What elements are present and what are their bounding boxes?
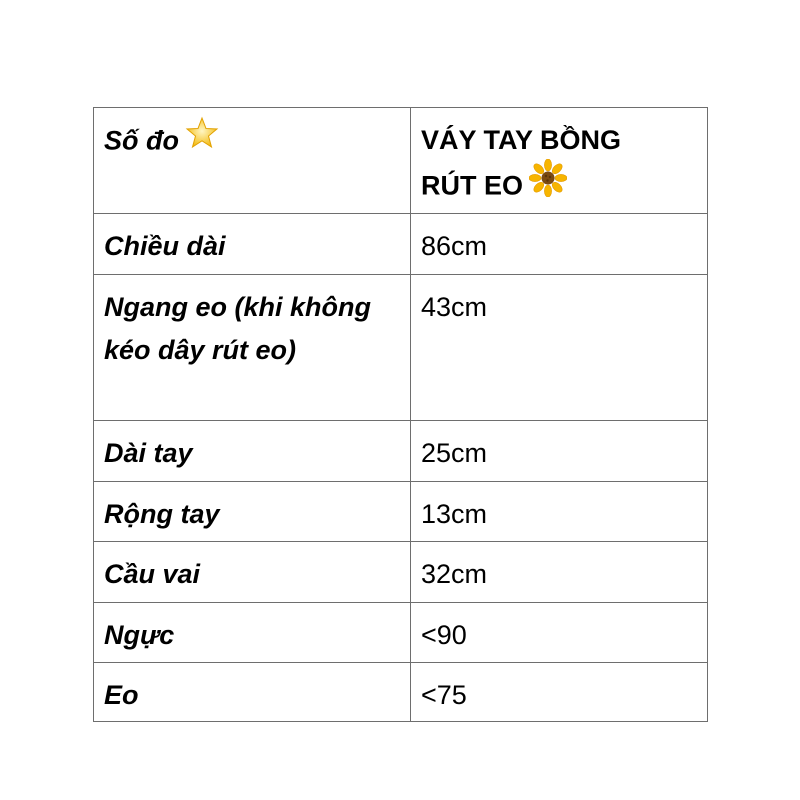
row-value: 25cm xyxy=(411,421,708,482)
header-product-line1: VÁY TAY BỒNG xyxy=(421,125,622,155)
row-value: 32cm xyxy=(411,542,708,603)
table-row xyxy=(94,603,708,663)
row-value: <75 xyxy=(411,663,708,722)
table-row xyxy=(94,663,708,722)
star-emoji-icon xyxy=(185,116,219,163)
row-label: Dài tay xyxy=(94,421,411,482)
header-product-line2: RÚT EO xyxy=(421,170,524,201)
row-value: <90 xyxy=(411,603,708,663)
table-row xyxy=(94,275,708,421)
header-cell-measurement xyxy=(94,108,411,214)
row-label: Eo xyxy=(94,663,411,722)
sunflower-emoji-icon xyxy=(529,159,567,210)
row-label: Ngực xyxy=(94,603,411,663)
table-row xyxy=(94,214,708,275)
row-label: Rộng tay xyxy=(94,482,411,542)
table-row xyxy=(94,542,708,603)
row-value: 13cm xyxy=(411,482,708,542)
row-label: Chiều dài xyxy=(94,214,411,275)
table-header-row xyxy=(94,108,708,214)
header-cell-product xyxy=(411,108,708,214)
table-row xyxy=(94,482,708,542)
size-table xyxy=(93,107,708,722)
row-value: 86cm xyxy=(411,214,708,275)
row-label: Cầu vai xyxy=(94,542,411,603)
row-label: Ngang eo (khi không kéo dây rút eo) xyxy=(94,275,411,421)
table-row xyxy=(94,421,708,482)
header-measurement-label: Số đo xyxy=(104,125,179,156)
row-value: 43cm xyxy=(411,275,708,421)
